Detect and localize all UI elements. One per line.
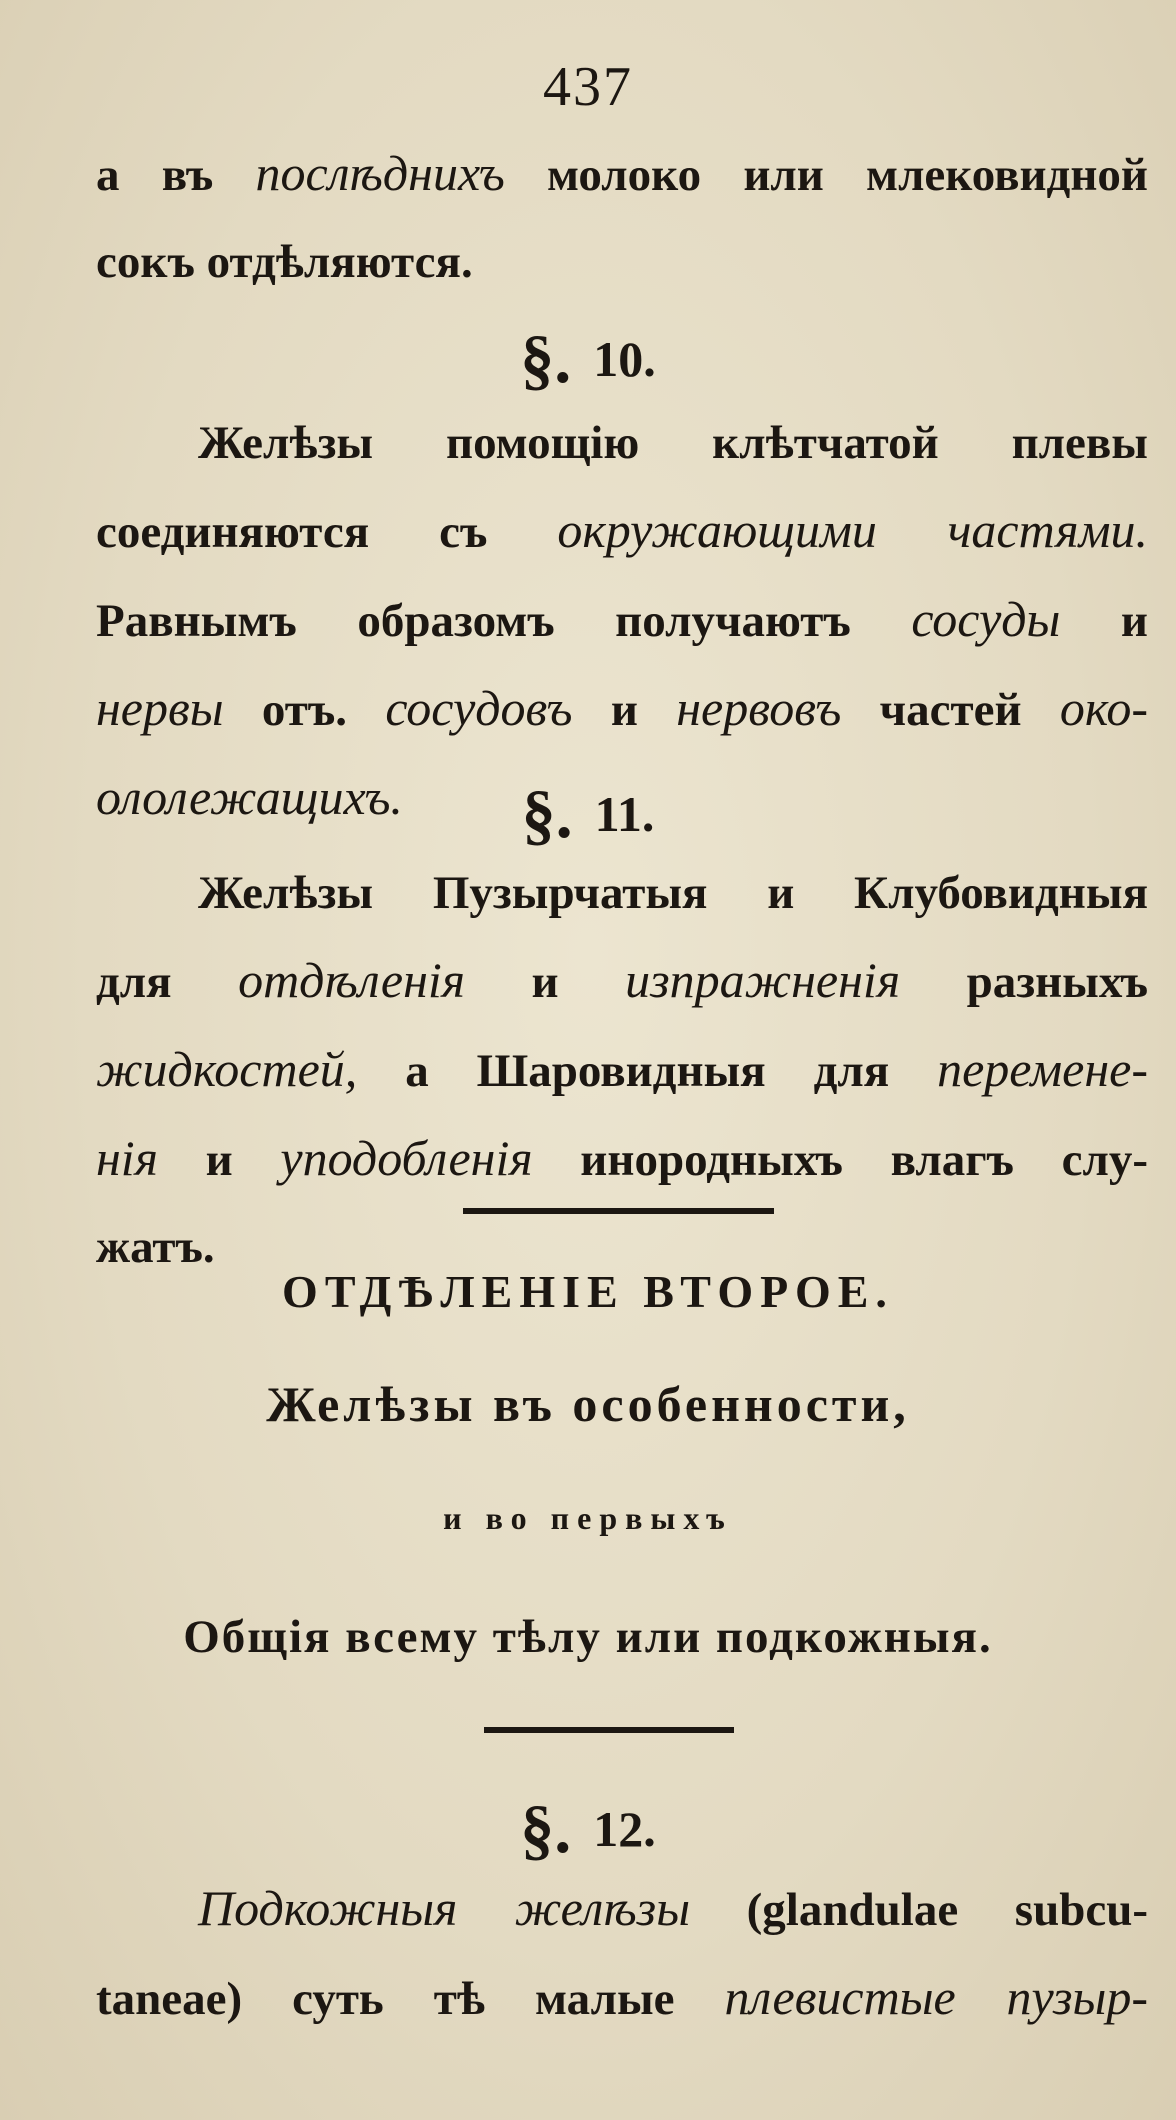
text-span: отъ. (223, 684, 386, 736)
italic-term: плевистые пузыр- (724, 1969, 1148, 2025)
chapter-subtitle: и во первыхъ (443, 1500, 733, 1536)
paragraph-line (96, 1026, 1148, 1115)
section-heading-11 (0, 775, 1176, 854)
italic-term: нія (96, 1130, 158, 1186)
text-span: инородныхъ влагъ слу- (532, 1134, 1148, 1186)
section-sign: §. (521, 776, 573, 852)
text-span: молоко или млековидной (504, 149, 1148, 201)
text-span: частей (841, 684, 1060, 736)
section-sign: §. (520, 321, 572, 397)
italic-term: уподобленія (280, 1130, 533, 1186)
section-number: 10. (593, 331, 656, 387)
division-title: ОТДѢЛЕНІЕ ВТОРОЕ. (282, 1266, 894, 1317)
chapter-title: Желѣзы въ особенности, (266, 1376, 910, 1432)
text-span: разныхъ (900, 956, 1148, 1008)
paragraph-section-12 (96, 1865, 1148, 2043)
italic-term: отдѣленія (238, 952, 466, 1008)
italic-term: изпражненія (625, 952, 901, 1008)
section-heading-12 (0, 1790, 1176, 1869)
italic-term: послѣднихъ (255, 145, 505, 201)
paragraph-line: Желѣзы помощію клѣтчатой плевы (198, 417, 1148, 469)
text-span: соединяются съ (96, 506, 558, 558)
paragraph-line (96, 576, 1148, 665)
paragraph-line (96, 665, 1148, 754)
paragraph-line (96, 130, 1148, 219)
text-span: и (1060, 595, 1148, 647)
text-span: Равнымъ образомъ получаютъ (96, 595, 912, 647)
section-number: 11. (594, 786, 655, 842)
divider-rule (484, 1727, 734, 1733)
italic-term: сосуды (911, 591, 1061, 647)
text-span: и (157, 1134, 281, 1186)
text-span: и (572, 684, 677, 736)
paragraph-section-11 (96, 850, 1148, 1291)
paragraph-line (96, 1865, 1148, 1954)
italic-term: жидкостей, (96, 1041, 358, 1097)
chapter-heading: Общія всему тѣлу или подкожныя. (183, 1611, 993, 1663)
page-number: 437 (543, 56, 633, 118)
section-number: 12. (593, 1801, 656, 1857)
italic-term: нервы (96, 680, 224, 736)
text-span: и (465, 956, 626, 1008)
text-span: для (96, 956, 239, 1008)
italic-term: перемене- (937, 1041, 1148, 1097)
paragraph-line: сокъ отдѣляются. (96, 236, 473, 288)
paragraph-line: Желѣзы Пузырчатыя и Клубовидныя (198, 867, 1148, 919)
paragraph-line: ололежащихъ. (96, 769, 403, 825)
italic-term: нервовъ (676, 680, 842, 736)
paragraph-line (96, 1115, 1148, 1204)
italic-term: око- (1059, 680, 1148, 736)
paragraph-line (96, 487, 1148, 576)
section-sign: §. (520, 1791, 572, 1867)
text-span: а въ (96, 149, 256, 201)
text-span: (glandulae subcu- (690, 1884, 1148, 1936)
divider-rule (463, 1208, 774, 1214)
text-span: taneae) суть тѣ малые (96, 1973, 725, 2025)
paragraph-line: жатъ. (96, 1221, 215, 1273)
section-heading-10 (0, 320, 1176, 399)
paragraph-continuation (96, 130, 1148, 306)
text-span: а Шаровидныя для (357, 1045, 938, 1097)
paragraph-line (96, 1954, 1148, 2043)
paragraph-line (96, 937, 1148, 1026)
italic-term: сосудовъ (385, 680, 573, 736)
italic-term: Подкожныя желѣзы (198, 1880, 691, 1936)
italic-term: окружающими частями. (557, 502, 1148, 558)
